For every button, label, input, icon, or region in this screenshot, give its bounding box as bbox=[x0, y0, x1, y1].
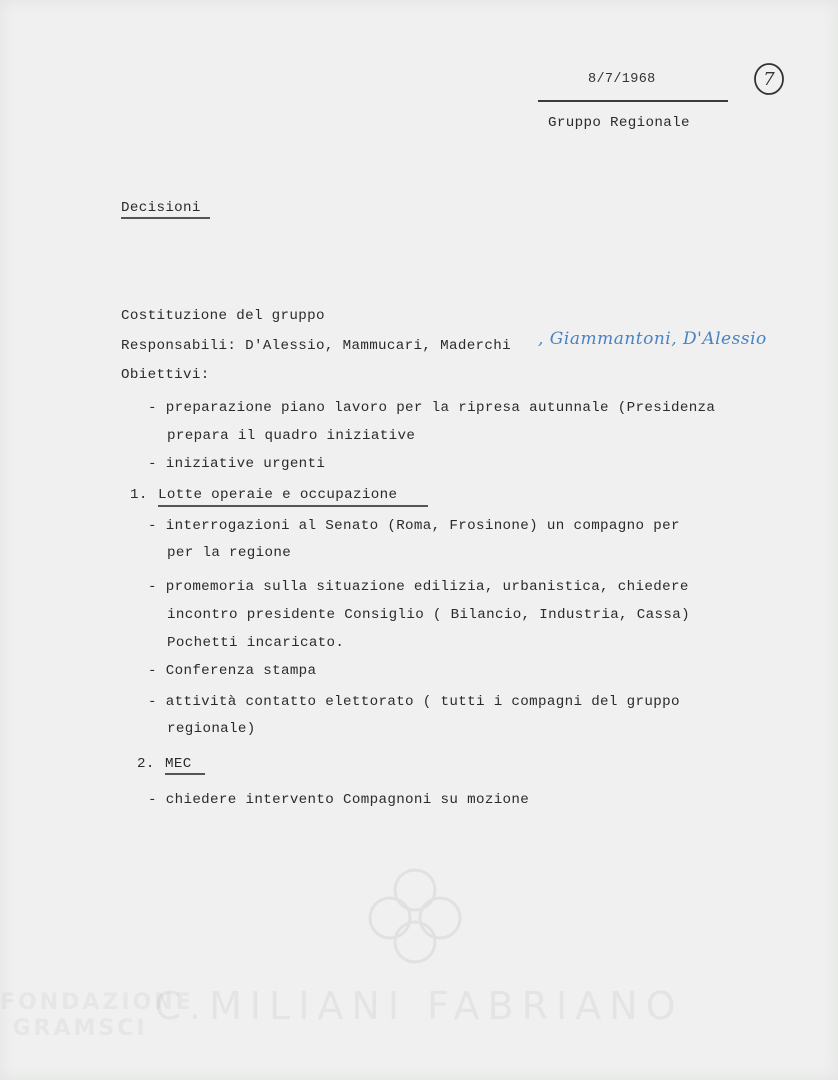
line-obiettivi: Obiettivi: bbox=[121, 367, 210, 383]
section-1-item-1-line-1: - interrogazioni al Senato (Roma, Frosinone) un compagno per bbox=[148, 518, 680, 534]
archive-watermark-logo: FONDAZIONE GRAMSCI bbox=[0, 990, 194, 1041]
line-costituzione: Costituzione del gruppo bbox=[121, 308, 325, 324]
section-1-item-2-line-2: incontro presidente Consiglio ( Bilancio, Industria, Cassa) bbox=[167, 607, 690, 623]
section-1-item-2-line-3: Pochetti incaricato. bbox=[167, 635, 345, 651]
section-2-title: MEC bbox=[165, 756, 192, 772]
objective-2: - iniziative urgenti bbox=[148, 456, 326, 472]
objective-1-line-1: - preparazione piano lavoro per la ripresa autunnale (Presidenza bbox=[148, 400, 716, 416]
line-responsabili: Responsabili: D'Alessio, Mammucari, Maderchi bbox=[121, 338, 512, 354]
document-title: Decisioni bbox=[121, 200, 201, 216]
section-1-item-4-line-1: - attività contatto elettorato ( tutti i compagni del gruppo bbox=[148, 694, 680, 710]
section-1-underline bbox=[158, 505, 428, 507]
section-1-item-4-line-2: regionale) bbox=[167, 721, 256, 737]
section-1-item-3: - Conferenza stampa bbox=[148, 663, 317, 679]
page-number: 7 bbox=[763, 69, 775, 90]
section-1-item-1-line-2: per la regione bbox=[167, 545, 292, 561]
section-1-title: Lotte operaie e occupazione bbox=[158, 487, 398, 503]
section-2-number: 2. bbox=[137, 756, 155, 772]
circled-number-icon bbox=[753, 62, 785, 96]
paper-watermark-text: C.MILIANI FABRIANO bbox=[154, 984, 684, 1028]
document-date: 8/7/1968 bbox=[588, 72, 656, 87]
objective-1-line-2: prepara il quadro iniziative bbox=[167, 428, 416, 444]
date-underline bbox=[538, 100, 728, 102]
section-1-number: 1. bbox=[130, 487, 148, 503]
paper-watermark-seal-icon bbox=[360, 860, 470, 970]
section-2-item-1: - chiedere intervento Compagnoni su mozione bbox=[148, 792, 530, 808]
title-underline bbox=[121, 217, 210, 219]
handwritten-names: , Giammantoni, D'Alessio bbox=[538, 329, 767, 349]
section-1-item-2-line-1: - promemoria sulla situazione edilizia, urbanistica, chiedere bbox=[148, 579, 689, 595]
group-heading: Gruppo Regionale bbox=[548, 115, 690, 131]
page-number-stamp bbox=[753, 62, 785, 96]
section-2-underline bbox=[165, 773, 205, 775]
